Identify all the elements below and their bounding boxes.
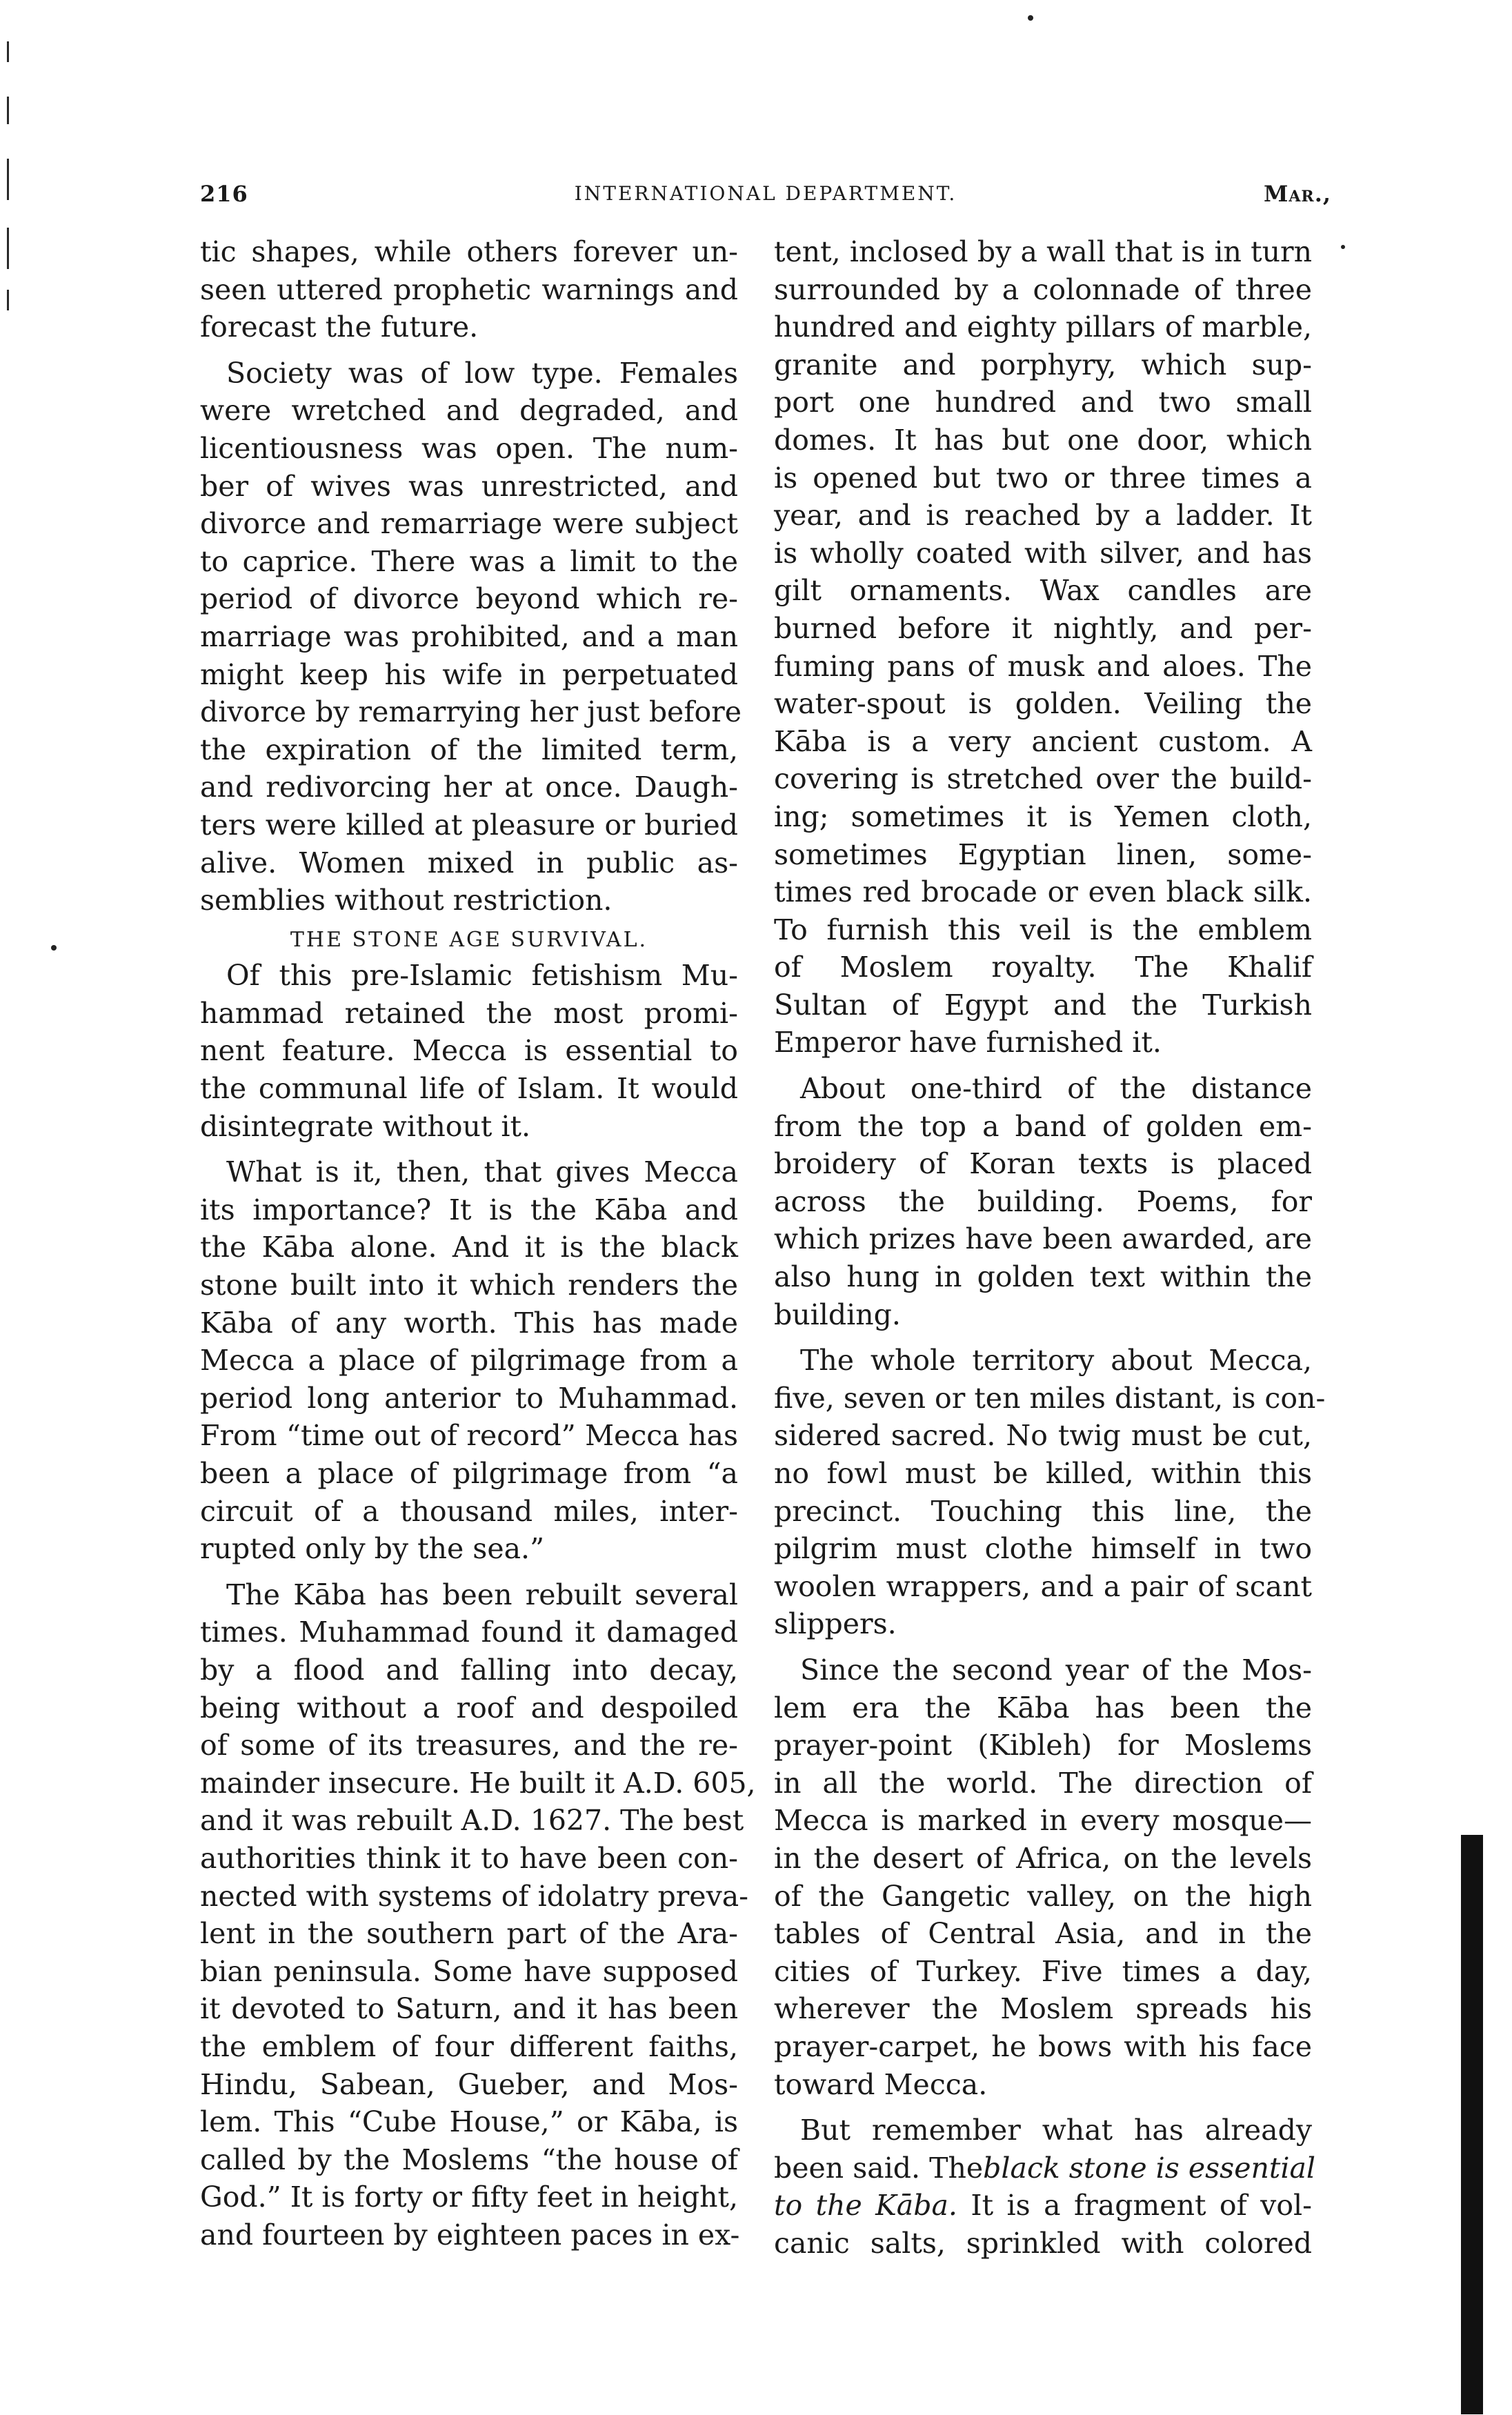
text-line: times. Muhammad found it damaged: [200, 1616, 738, 1649]
text-line: tent, inclosed by a wall that is in turn: [774, 235, 1312, 268]
text-line: granite and porphyry, which sup-: [774, 348, 1312, 381]
text-line: Society was of low type. Females: [226, 356, 738, 390]
text-line: [774, 2187, 1312, 2225]
text-line: circuit of a thousand miles, inter-: [200, 1494, 738, 1528]
text-line: pilgrim must clothe himself in two: [774, 1532, 1312, 1566]
scan-mark: [7, 159, 9, 200]
section-heading: THE STONE AGE SURVIVAL.: [290, 927, 648, 952]
scan-dot: [51, 945, 57, 951]
text-line: divorce and remarriage were subject: [200, 507, 738, 541]
text-line: is opened but two or three times a: [774, 461, 1312, 495]
text-run: It is a fragment of vol-: [957, 2189, 1312, 2223]
text-line: and redivorcing her at once. Daugh-: [200, 771, 738, 804]
text-line: across the building. Poems, for: [774, 1184, 1312, 1218]
text-line: period long anterior to Muhammad.: [200, 1381, 738, 1415]
text-line: stone built into it which renders the: [200, 1269, 738, 1302]
text-line: mainder insecure. He built it A.D. 605,: [200, 1766, 756, 1800]
text-line: [774, 2149, 1316, 2187]
text-line: been a place of pilgrimage from “a: [200, 1457, 738, 1490]
text-line: and fourteen by eighteen paces in ex-: [200, 2218, 740, 2252]
text-line: lent in the southern part of the Ara-: [200, 1917, 738, 1951]
running-head: [200, 181, 1331, 215]
text-line: sometimes Egyptian linen, some-: [774, 837, 1312, 871]
paragraph: [200, 233, 738, 346]
text-line: to caprice. There was a limit to the: [200, 544, 738, 578]
scan-dot: [1341, 245, 1345, 249]
text-line: of the Gangetic valley, on the high: [774, 1879, 1312, 1913]
text-line: rupted only by the sea.”: [200, 1532, 545, 1566]
text-line: the emblem of four different faiths,: [200, 2029, 738, 2063]
text-line: covering is stretched over the build-: [774, 762, 1312, 796]
paragraph-final: [774, 2111, 1316, 2262]
italic-run: to the Kāba.: [774, 2189, 957, 2223]
text-line: times red brocade or even black silk.: [774, 875, 1312, 909]
text-line: might keep his wife in perpetuated: [200, 657, 738, 691]
text-line: port one hundred and two small: [774, 386, 1312, 419]
text-line: called by the Moslems “the house of: [200, 2143, 738, 2176]
text-line: domes. It has but one door, which: [774, 423, 1312, 457]
text-line: Sultan of Egypt and the Turkish: [774, 988, 1312, 1022]
paragraph: [200, 355, 742, 920]
text-line: being without a roof and despoiled: [200, 1691, 738, 1725]
scan-dot: [1028, 15, 1033, 21]
scan-mark: [7, 290, 9, 310]
text-line: period of divorce beyond which re-: [200, 582, 738, 616]
text-line: of some of its treasures, and the re-: [200, 1729, 738, 1762]
running-month: Mar.,: [1263, 181, 1331, 207]
text-line: by a flood and falling into decay,: [200, 1653, 738, 1687]
text-line: Hindu, Sabean, Gueber, and Mos-: [200, 2067, 738, 2101]
text-line: the communal life of Islam. It would: [200, 1072, 738, 1106]
text-line: tic shapes, while others forever un-: [200, 235, 738, 268]
text-line: the Kāba alone. And it is the black: [200, 1231, 738, 1264]
text-line: licentiousness was open. The num-: [200, 431, 738, 465]
text-line: Mecca is marked in every mosque—: [774, 1804, 1312, 1838]
text-line: Mecca a place of pilgrimage from a: [200, 1344, 738, 1378]
paragraph: [774, 1070, 1312, 1333]
text-line: were wretched and degraded, and: [200, 394, 738, 428]
text-line: five, seven or ten miles distant, is con-: [774, 1381, 1326, 1415]
text-line: What is it, then, that gives Mecca: [226, 1155, 738, 1189]
text-line: prayer-point (Kibleh) for Moslems: [774, 1729, 1312, 1762]
text-line: divorce by remarrying her just before: [200, 695, 742, 729]
text-line: in all the world. The direction of: [774, 1766, 1312, 1800]
text-line: burned before it nightly, and per-: [774, 611, 1312, 645]
right-column: [774, 233, 1326, 2262]
paragraph: [774, 1651, 1312, 2103]
left-column: [200, 233, 756, 2254]
scan-mark: [7, 97, 9, 124]
text-line: The whole territory about Mecca,: [800, 1344, 1312, 1378]
text-line: Since the second year of the Mos-: [800, 1653, 1312, 1687]
text-line: alive. Women mixed in public as-: [200, 846, 738, 879]
text-line: gilt ornaments. Wax candles are: [774, 574, 1312, 608]
paragraph: [774, 1342, 1326, 1643]
text-line: sidered sacred. No twig must be cut,: [774, 1419, 1312, 1453]
text-line: ters were killed at pleasure or buried: [200, 808, 738, 842]
text-line: semblies without restriction.: [200, 884, 613, 917]
text-line: is wholly coated with silver, and has: [774, 536, 1312, 570]
text-line: hammad retained the most promi-: [200, 996, 738, 1030]
text-line: from the top a band of golden em-: [774, 1109, 1312, 1143]
text-line: The Kāba has been rebuilt several: [226, 1578, 738, 1611]
text-line: which prizes have been awarded, are: [774, 1222, 1312, 1256]
text-line: God.” It is forty or fifty feet in height,: [200, 2180, 738, 2214]
text-line: About one-third of the distance: [800, 1072, 1312, 1106]
text-line: the expiration of the limited term,: [200, 733, 738, 766]
text-line: forecast the future.: [200, 310, 479, 344]
text-line: ber of wives was unrestricted, and: [200, 469, 738, 503]
text-line: precinct. Touching this line, the: [774, 1494, 1312, 1528]
text-line: authorities think it to have been con-: [200, 1841, 738, 1875]
text-line: surrounded by a colonnade of three: [774, 272, 1312, 306]
scan-mark: [7, 41, 9, 62]
scan-mark: [7, 228, 9, 269]
text-line: water-spout is golden. Veiling the: [774, 687, 1312, 721]
text-line: Kāba of any worth. This has made: [200, 1306, 738, 1340]
text-line: lem era the Kāba has been the: [774, 1691, 1312, 1725]
text-line: no fowl must be killed, within this: [774, 1457, 1312, 1490]
text-line: hundred and eighty pillars of marble,: [774, 310, 1312, 344]
text-line: slippers.: [774, 1607, 897, 1641]
text-line: But remember what has already: [800, 2114, 1312, 2147]
text-line: ing; sometimes it is Yemen cloth,: [774, 799, 1312, 833]
paragraph: [200, 957, 738, 1145]
paragraph: [200, 1153, 738, 1568]
text-line: year, and is reached by a ladder. It: [774, 499, 1312, 533]
text-line: fuming pans of musk and aloes. The: [774, 649, 1312, 683]
text-line: Kāba is a very ancient custom. A: [774, 724, 1312, 758]
text-line: its importance? It is the Kāba and: [200, 1193, 738, 1226]
text-line: building.: [774, 1298, 901, 1331]
paragraph: [200, 1576, 756, 2254]
text-line: To furnish this veil is the emblem: [774, 913, 1312, 946]
text-line: nent feature. Mecca is essential to: [200, 1034, 738, 1068]
running-title: INTERNATIONAL DEPARTMENT.: [574, 182, 957, 205]
text-line: Emperor have furnished it.: [774, 1026, 1162, 1060]
text-line: tables of Central Asia, and in the: [774, 1917, 1312, 1951]
text-line: From “time out of record” Mecca has: [200, 1419, 738, 1453]
text-line: wherever the Moslem spreads his: [774, 1992, 1312, 2026]
text-line: disintegrate without it.: [200, 1109, 531, 1143]
text-line: broidery of Koran texts is placed: [774, 1147, 1312, 1181]
text-line: of Moslem royalty. The Khalif: [774, 951, 1312, 984]
text-line: cities of Turkey. Five times a day,: [774, 1954, 1312, 1988]
italic-run: black stone is essential: [983, 2151, 1316, 2185]
text-line: canic salts, sprinkled with colored: [774, 2226, 1312, 2260]
text-line: lem. This “Cube House,” or Kāba, is: [200, 2105, 738, 2139]
text-line: marriage was prohibited, and a man: [200, 619, 738, 653]
text-run: been said. The: [774, 2151, 984, 2185]
text-line: nected with systems of idolatry preva-: [200, 1879, 749, 1913]
page-number: 216: [200, 181, 248, 207]
text-line: prayer-carpet, he bows with his face: [774, 2029, 1312, 2063]
text-line: toward Mecca.: [774, 2067, 988, 2101]
text-line: in the desert of Africa, on the levels: [774, 1841, 1312, 1875]
text-line: Of this pre-Islamic fetishism Mu-: [226, 959, 738, 993]
text-line: and it was rebuilt A.D. 1627. The best: [200, 1804, 744, 1838]
text-line: woolen wrappers, and a pair of scant: [774, 1569, 1312, 1603]
text-line: also hung in golden text within the: [774, 1260, 1312, 1294]
paragraph: [774, 233, 1312, 1062]
text-line: bian peninsula. Some have supposed: [200, 1954, 738, 1988]
text-line: it devoted to Saturn, and it has been: [200, 1992, 738, 2026]
scan-edge-shadow: [1461, 1835, 1483, 2414]
text-line: seen uttered prophetic warnings and: [200, 272, 738, 306]
